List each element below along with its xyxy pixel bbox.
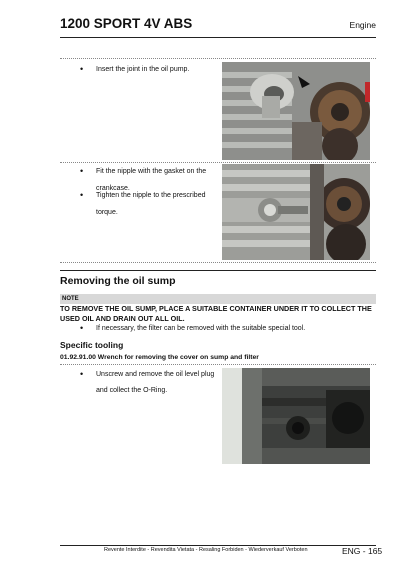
tool-item: 01.92.91.00 Wrench for removing the cover on sump and filter: [60, 354, 259, 361]
bullet-text: Insert the joint in the oil pump.: [96, 66, 190, 73]
header-rule: [60, 37, 376, 38]
step-separator: [60, 58, 376, 59]
bullet-item: [80, 320, 305, 337]
bullet-continuation: and collect the O-Ring.: [96, 387, 168, 394]
bullet-icon: •: [80, 323, 84, 333]
bullet-continuation: crankcase.: [96, 185, 130, 192]
bullet-text: Unscrew and remove the oil level plug: [96, 371, 215, 378]
bullet-text: If necessary, the filter can be removed with the suitable special tool.: [96, 325, 306, 332]
bullet-text: Tighten the nipple to the prescribed: [96, 192, 206, 199]
tooling-heading: Specific tooling: [60, 340, 124, 350]
bullet-icon: •: [80, 166, 84, 176]
nipple-gasket-photo: [222, 164, 370, 260]
bullet-item: [80, 163, 206, 180]
bullet-icon: •: [80, 190, 84, 200]
bullet-item: [80, 187, 205, 204]
oil-pump-photo: [222, 62, 370, 160]
bullet-icon: •: [80, 369, 84, 379]
note-label: NOTE: [60, 294, 376, 304]
bullet-icon: •: [80, 64, 84, 74]
page-title: 1200 SPORT 4V ABS: [60, 16, 193, 31]
footer-notice: Revente Interdite - Revendita Vietata - Resaling Forbiden - Wiederverkauf Verboten: [104, 547, 308, 553]
section-label: Engine: [349, 20, 376, 30]
bullet-item: [80, 61, 189, 78]
note-line: TO REMOVE THE OIL SUMP, PLACE A SUITABLE CONTAINER UNDER IT TO COLLECT THE: [60, 304, 372, 313]
oil-level-plug-photo: [222, 368, 370, 464]
bullet-item: [80, 366, 214, 383]
page-number: ENG - 165: [342, 546, 383, 556]
step-separator: [60, 262, 376, 263]
footer-rule: [60, 545, 376, 546]
bullet-continuation: torque.: [96, 209, 118, 216]
note-line: USED OIL AND DRAIN OUT ALL OIL.: [60, 314, 185, 323]
tool-separator: [60, 364, 376, 365]
section-rule: [60, 270, 376, 271]
bullet-text: Fit the nipple with the gasket on the: [96, 168, 207, 175]
section-heading: Removing the oil sump: [60, 275, 176, 287]
